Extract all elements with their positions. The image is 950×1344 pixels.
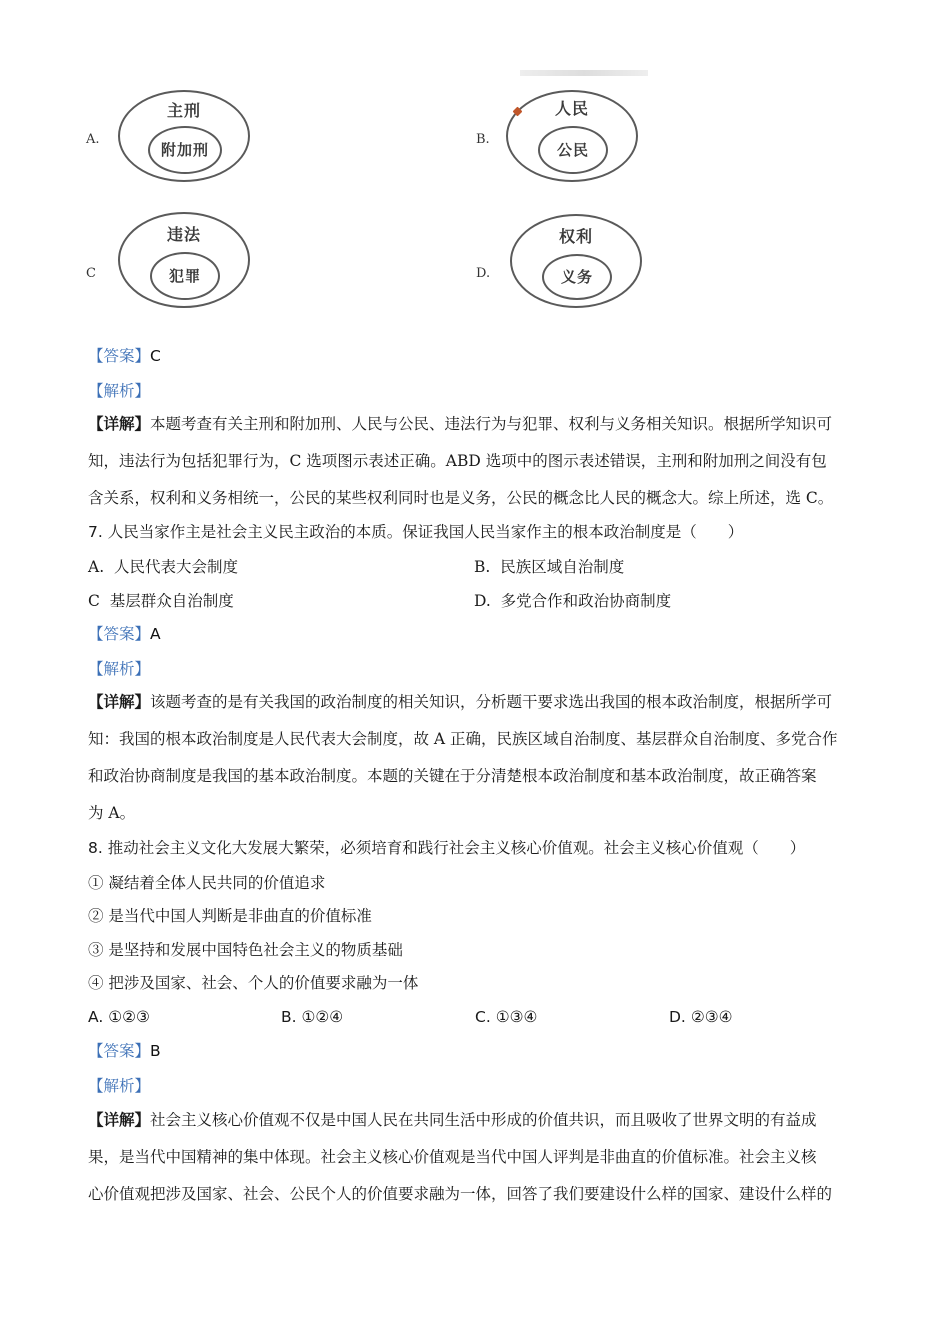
option-b bbox=[474, 557, 624, 577]
option-row bbox=[88, 591, 870, 611]
option-text: ①②④ bbox=[301, 1008, 344, 1026]
option-letter: B. bbox=[474, 558, 491, 576]
question-number: 8. bbox=[88, 839, 103, 857]
detail-text: 含关系，权利和义务相统一，公民的某些权利同时也是义务，公民的概念比人民的概念大。综上所述，选 C。 bbox=[88, 489, 834, 507]
analysis-heading bbox=[88, 1076, 870, 1096]
analysis-label: 【解析】 bbox=[88, 660, 151, 678]
answer-value: A bbox=[150, 625, 161, 643]
answer-value: C bbox=[150, 347, 161, 365]
detail-label: 【详解】 bbox=[88, 692, 151, 711]
question-number: 7. bbox=[88, 523, 103, 541]
inner-label: 公民 bbox=[556, 141, 589, 159]
option-letter: D. bbox=[474, 592, 491, 610]
statement bbox=[88, 973, 870, 993]
option-text: ①③④ bbox=[495, 1008, 538, 1026]
detail-label: 【详解】 bbox=[88, 1110, 151, 1129]
detail-text: 本题考查有关主刑和附加刑、人民与公民、违法行为与犯罪、权利与义务相关知识。根据所学知识可 bbox=[150, 415, 833, 433]
answer-line bbox=[88, 1041, 870, 1061]
inner-label: 附加刑 bbox=[160, 141, 209, 159]
detail-line bbox=[88, 692, 870, 712]
detail-line bbox=[88, 451, 870, 471]
scan-artifact bbox=[520, 70, 648, 76]
option-text: 基层群众自治制度 bbox=[109, 592, 234, 610]
question-text: 人民当家作主是社会主义民主政治的本质。保证我国人民当家作主的根本政治制度是（ ） bbox=[107, 523, 744, 541]
option-letter: B. bbox=[476, 132, 490, 147]
option-row bbox=[88, 557, 870, 577]
diagram-option-d bbox=[470, 212, 650, 312]
question-text: 推动社会主义文化大发展大繁荣，必须培育和践行社会主义核心价值观。社会主义核心价值观（ ） bbox=[107, 839, 806, 857]
analysis-heading bbox=[88, 381, 870, 401]
option-text: ①②③ bbox=[108, 1008, 150, 1026]
diagram-option-c bbox=[80, 212, 260, 312]
answer-line bbox=[88, 346, 870, 366]
option-letter: A. bbox=[86, 132, 100, 147]
detail-line bbox=[88, 729, 870, 749]
option-c bbox=[475, 1007, 537, 1027]
option-letter: C bbox=[88, 592, 100, 610]
option-a bbox=[88, 558, 238, 576]
option-c bbox=[88, 592, 234, 610]
option-letter: D. bbox=[476, 266, 491, 281]
detail-text: 社会主义核心价值观不仅是中国人民在共同生活中形成的价值共识，而且吸收了世界文明的有益成 bbox=[150, 1111, 817, 1129]
question-stem bbox=[88, 838, 870, 858]
option-text: 多党合作和政治协商制度 bbox=[500, 592, 672, 610]
analysis-label: 【解析】 bbox=[88, 382, 151, 400]
detail-text: 该题考查的是有关我国的政治制度的相关知识，分析题干要求选出我国的根本政治制度，根据所学可 bbox=[150, 693, 833, 711]
answer-label: 【答案】 bbox=[88, 1042, 151, 1060]
option-text: 人民代表大会制度 bbox=[113, 558, 238, 576]
answer-line bbox=[88, 624, 870, 644]
detail-line bbox=[88, 803, 870, 823]
answer-label: 【答案】 bbox=[88, 347, 151, 365]
option-letter: A. bbox=[88, 1008, 104, 1026]
option-a bbox=[88, 1008, 150, 1026]
detail-line bbox=[88, 488, 870, 508]
option-letter: D. bbox=[669, 1008, 686, 1026]
statement bbox=[88, 873, 870, 893]
detail-text: 心价值观把涉及国家、社会、公民个人的价值要求融为一体，回答了我们要建设什么样的国家、建设什么样的 bbox=[88, 1185, 833, 1203]
detail-line bbox=[88, 1147, 870, 1167]
option-letter: B. bbox=[281, 1008, 297, 1026]
question-stem bbox=[88, 522, 870, 542]
detail-line bbox=[88, 1184, 870, 1204]
analysis-heading bbox=[88, 659, 870, 679]
statement-text: ④ 把涉及国家、社会、个人的价值要求融为一体 bbox=[88, 974, 419, 992]
detail-line bbox=[88, 766, 870, 786]
option-letter: A. bbox=[88, 558, 105, 576]
outer-label: 违法 bbox=[166, 225, 201, 244]
option-row bbox=[88, 1007, 870, 1027]
option-b bbox=[281, 1007, 343, 1027]
answer-label: 【答案】 bbox=[88, 625, 151, 643]
inner-label: 犯罪 bbox=[168, 267, 201, 285]
inner-label: 义务 bbox=[560, 268, 593, 286]
option-d bbox=[474, 591, 671, 611]
statement-text: ③ 是坚持和发展中国特色社会主义的物质基础 bbox=[88, 941, 403, 959]
outer-label: 人民 bbox=[554, 99, 589, 118]
option-letter: C. bbox=[475, 1008, 491, 1026]
option-text: ②③④ bbox=[690, 1008, 733, 1026]
statement-text: ② 是当代中国人判断是非曲直的价值标准 bbox=[88, 907, 372, 925]
option-text: 民族区域自治制度 bbox=[500, 558, 625, 576]
statement bbox=[88, 906, 870, 926]
detail-text: 知，违法行为包括犯罪行为，C 选项图示表述正确。ABD 选项中的图示表述错误，主刑和附加刑之间没有包 bbox=[88, 452, 827, 470]
answer-value: B bbox=[150, 1042, 161, 1060]
statement-text: ① 凝结着全体人民共同的价值追求 bbox=[88, 874, 326, 892]
detail-text: 为 A。 bbox=[88, 804, 136, 822]
diagram-option-b bbox=[470, 88, 650, 188]
statement bbox=[88, 940, 870, 960]
diagram-option-a bbox=[80, 88, 260, 188]
outer-label: 主刑 bbox=[166, 101, 201, 120]
detail-line bbox=[88, 1110, 870, 1130]
analysis-label: 【解析】 bbox=[88, 1077, 151, 1095]
option-letter: C bbox=[86, 266, 96, 281]
detail-text: 和政治协商制度是我国的基本政治制度。本题的关键在于分清楚根本政治制度和基本政治制度，故正确答案 bbox=[88, 767, 817, 785]
outer-label: 权利 bbox=[558, 227, 593, 246]
detail-text: 知：我国的根本政治制度是人民代表大会制度，故 A 正确，民族区域自治制度、基层群众自治制度、多党合作 bbox=[88, 730, 838, 748]
detail-line bbox=[88, 414, 870, 434]
option-d bbox=[669, 1007, 733, 1027]
detail-text: 果，是当代中国精神的集中体现。社会主义核心价值观是当代中国人评判是非曲直的价值标准。社会主义核 bbox=[88, 1148, 817, 1166]
detail-label: 【详解】 bbox=[88, 414, 151, 433]
